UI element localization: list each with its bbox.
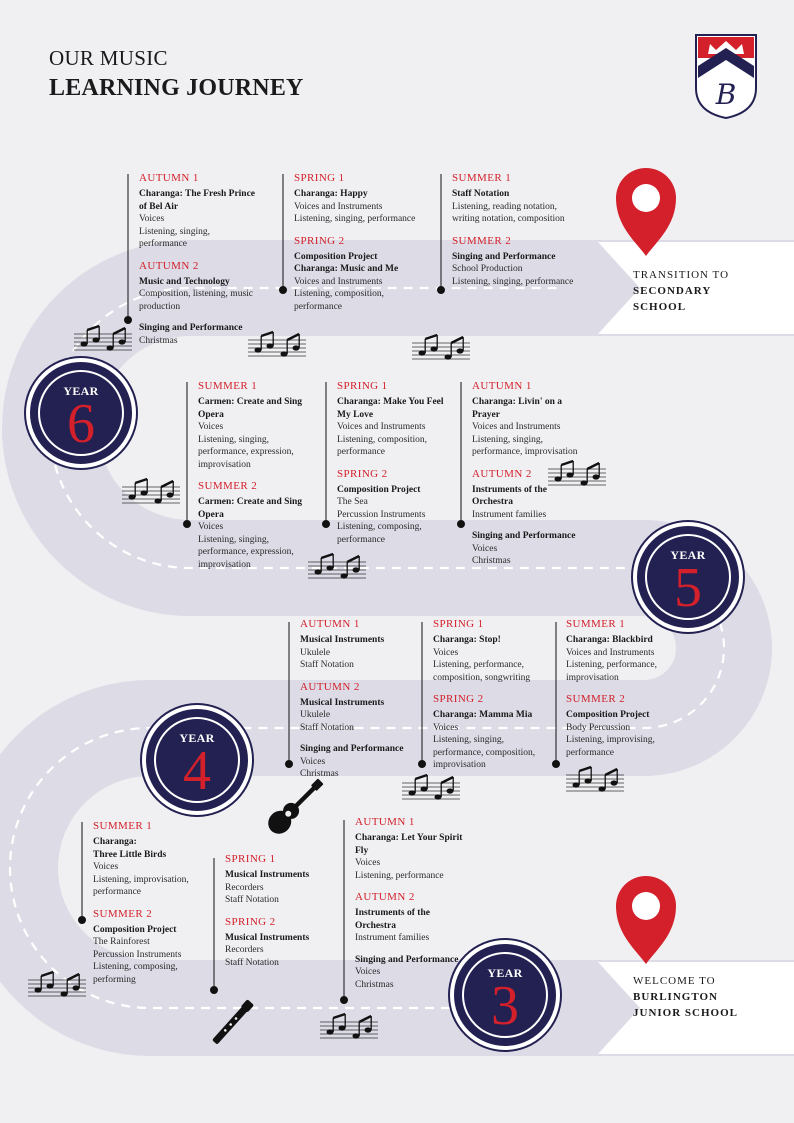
- guitar-icon: [263, 773, 328, 838]
- year4-spring-block: SPRING 1 Charanga: Stop! Voices Listening, performance, composition, songwriting SPRING 2 Charanga: Mamma Mia Voices Listening, singing, performance, composition, improvisation: [433, 618, 536, 770]
- year-4-badge: YEAR 4: [142, 705, 252, 815]
- year-6-badge: YEAR 6: [26, 358, 136, 468]
- location-pin-icon: [616, 876, 676, 964]
- year5-summer-block: SUMMER 1 Carmen: Create and Sing Opera Voices Listening, singing, performance, expression, improvisation SUMMER 2 Carmen: Create and Sing Opera Voices Listening, singing, performance, expression, improvisation: [198, 380, 303, 570]
- year3-summer-block: SUMMER 1 Charanga: Three Little Birds Voices Listening, improvisation, performance SUMMER 2 Composition Project The Rainforest Percussion Instruments Listening, composing, performing: [93, 820, 189, 985]
- school-crest-logo: [696, 35, 756, 118]
- destination-transition: TRANSITION TO SECONDARY SCHOOL: [633, 269, 730, 313]
- page-title-line1: OUR MUSIC: [49, 46, 168, 70]
- svg-text:B: B: [715, 78, 737, 111]
- year6-summer-block: SUMMER 1 Staff Notation Listening, reading notation, writing notation, composition SUMMER 2 Singing and Performance School Production Listening, singing, performance: [452, 172, 574, 287]
- year5-autumn-block: AUTUMN 1 Charanga: Livin' on a Prayer Voices and Instruments Listening, singing, performance, improvisation AUTUMN 2 Instruments of the Orchestra Instrument families Singing and Performance Voices Christmas: [472, 380, 578, 566]
- year-3-badge: YEAR 3: [450, 940, 560, 1050]
- year4-autumn-block: AUTUMN 1 Musical Instruments Ukulele Staff Notation AUTUMN 2 Musical Instruments Ukulele Staff Notation Singing and Performance Voices Christmas: [300, 618, 404, 779]
- destination-welcome: WELCOME TO BURLINGTON JUNIOR SCHOOL: [633, 975, 738, 1019]
- page-title-line2: LEARNING JOURNEY: [49, 75, 304, 101]
- year4-summer-block: SUMMER 1 Charanga: Blackbird Voices and Instruments Listening, performance, improvisation SUMMER 2 Composition Project Body Percussion Listening, improvising, performance: [566, 618, 658, 758]
- music-notes-icon: [412, 335, 470, 360]
- year6-autumn-block: AUTUMN 1 Charanga: The Fresh Prince of Bel Air Voices Listening, singing, performance AUTUMN 2 Music and Technology Composition, listening, music production Singing and Performance Christmas: [139, 172, 256, 346]
- year3-spring-block: SPRING 1 Musical Instruments Recorders Staff Notation SPRING 2 Musical Instruments Recorders Staff Notation: [225, 853, 310, 968]
- year5-spring-block: SPRING 1 Charanga: Make You Feel My Love Voices and Instruments Listening, composition, performance SPRING 2 Composition Project The Sea Percussion Instruments Listening, composing, performance: [337, 380, 444, 545]
- year6-spring-block: SPRING 1 Charanga: Happy Voices and Instruments Listening, singing, performance SPRING 2 Composition Project Charanga: Music and Me Voices and Instruments Listening, composition, performance: [294, 172, 416, 312]
- year3-autumn-block: AUTUMN 1 Charanga: Let Your Spirit Fly Voices Listening, performance AUTUMN 2 Instruments of the Orchestra Instrument families Singing and Performance Voices Christmas: [355, 816, 463, 990]
- year-5-badge: YEAR 5: [633, 522, 743, 632]
